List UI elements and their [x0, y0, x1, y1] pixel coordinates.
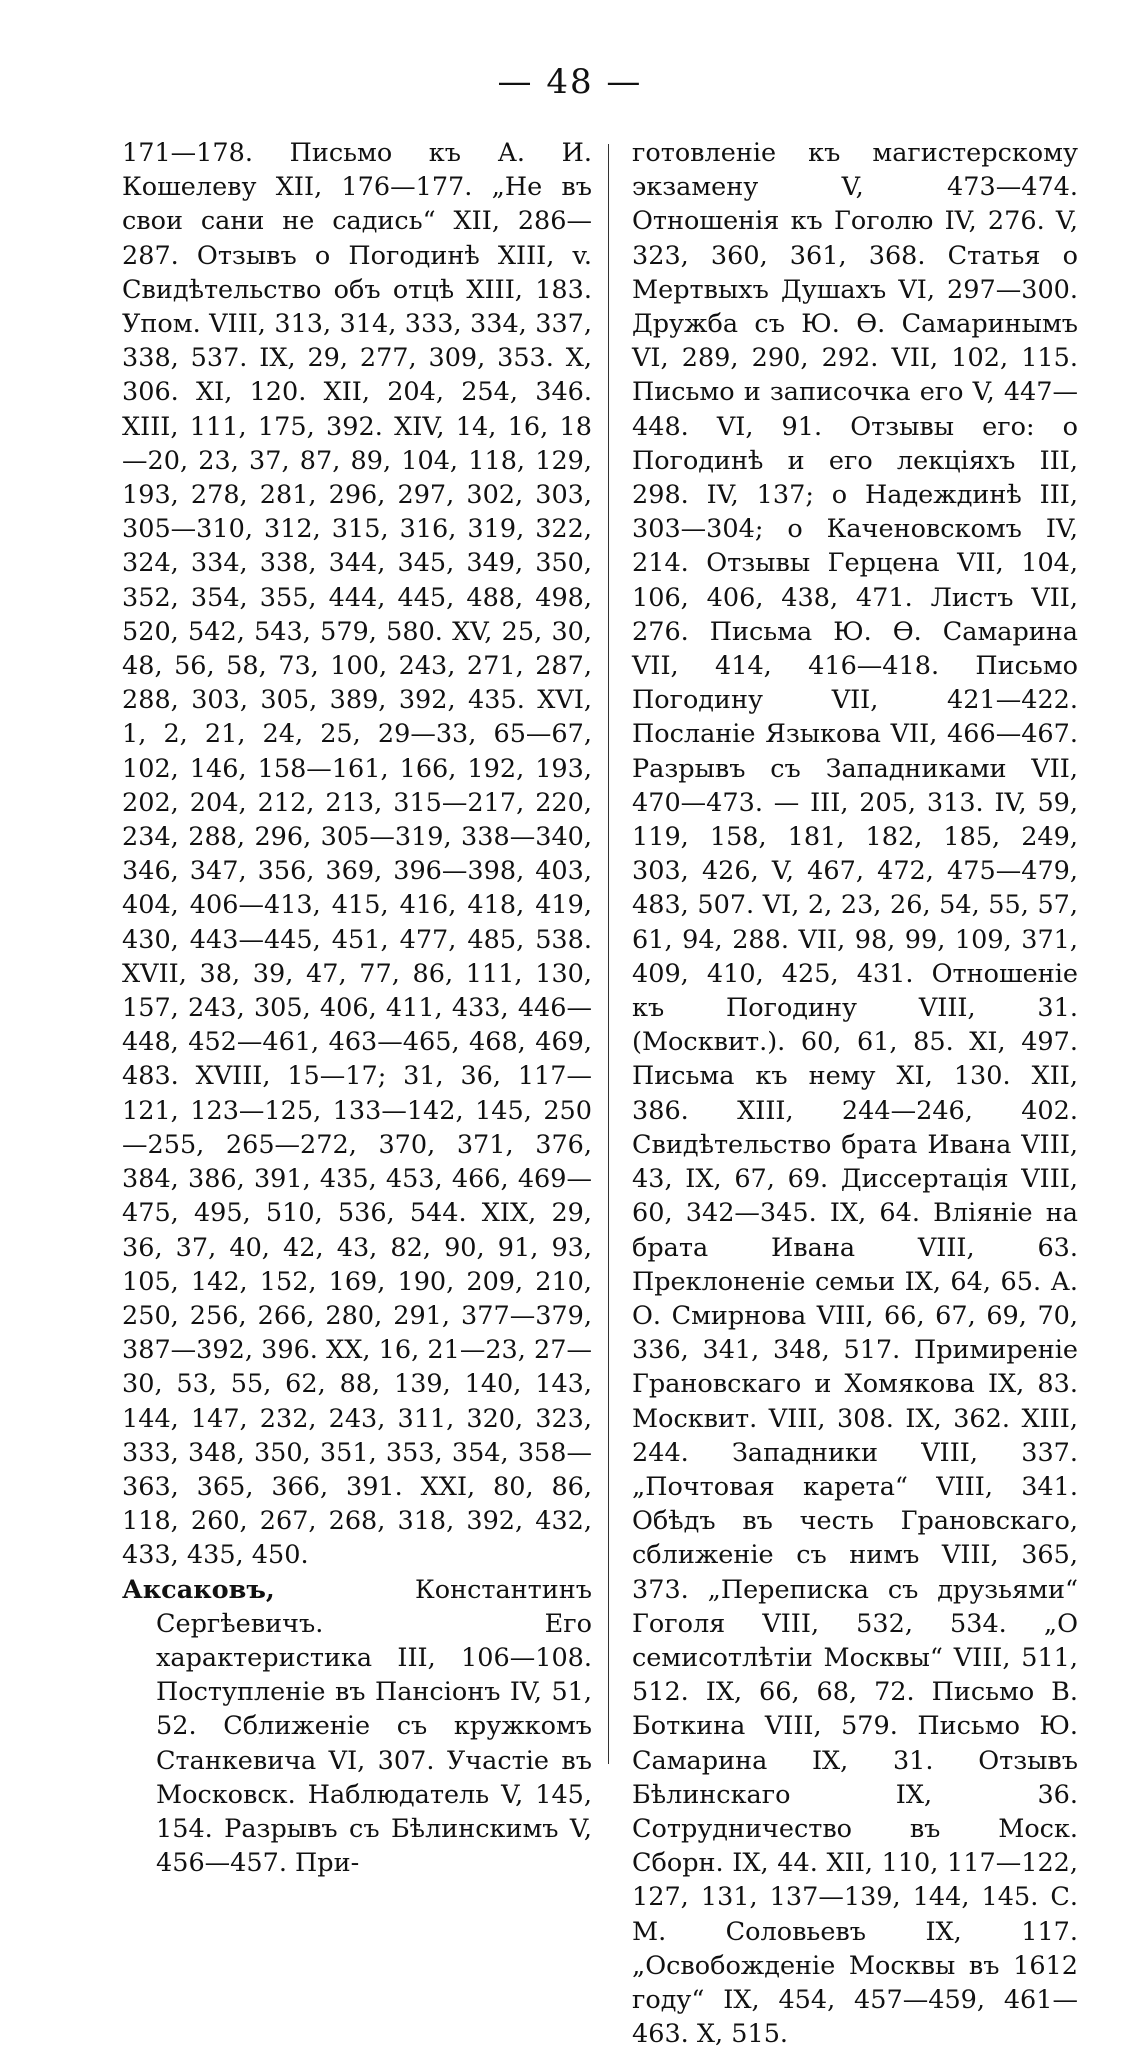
- entry-continuation: готовленіе къ магистерскому экзамену V, 473—474. Отношенія къ Гоголю IV, 276. V, 323, 360, 361, 368. Статья о Мертвыхъ Душахъ VI, 297—300. Дружба съ Ю. Ѳ. Самаринымъ VI, 289, 290, 292. VII, 102, 115. Письмо и записочка его V, 447—448. VI, 91. Отзывы его: о Погодинѣ и его лекціяхъ III, 298. IV, 137; о Надеждинѣ III, 303—304; о Каченовскомъ IV, 214. Отзывы Герцена VII, 104, 106, 406, 438, 471. Листъ VII, 276. Письма Ю. Ѳ. Самарина VII, 414, 416—418. Письмо Погодину VII, 421—422. Посланіе Языкова VII, 466—467. Разрывъ съ Западниками VII, 470—473. — III, 205, 313. IV, 59, 119, 158, 181, 182, 185, 249, 303, 426, V, 467, 472, 475—479, 483, 507. VI, 2, 23, 26, 54, 55, 57, 61, 94, 288. VII, 98, 99, 109, 371, 409, 410, 425, 431. Отношеніе къ Погодину VIII, 31. (Москвит.). 60, 61, 85. XI, 497. Письма къ нему XI, 130. XII, 386. XIII, 244—246, 402. Свидѣтельство брата Ивана VIII, 43, IX, 67, 69. Диссертація VIII, 60, 342—345. IX, 64. Вліяніе на брата Ивана VIII, 63. Преклоненіе семьи IX, 64, 65. А. О. Смирнова VIII, 66, 67, 69, 70, 336, 341, 348, 517. Примиреніе Грановскаго и Хомякова IX, 83. Москвит. VIII, 308. IX, 362. XIII, 244. Западники VIII, 337. „Почтовая карета“ VIII, 341. Обѣдъ въ честь Грановскаго, сближеніе съ нимъ VIII, 365, 373. „Переписка съ друзьями“ Гоголя VIII, 532, 534. „О семисотлѣтіи Москвы“ VIII, 511, 512. IX, 66, 68, 72. Письмо В. Боткина VIII, 579. Письмо Ю. Самарина IX, 31. Отзывъ Бѣлинскаго IX, 36. Сотрудничество въ Моск. Сборн. IX, 44. XII, 110, 117—122, 127, 131, 137—139, 144, 145. С. М. Соловьевъ IX, 117. „Освобожденіе Москвы въ 1612 году“ IX, 454, 457—459, 461—463. X, 515.: [632, 138, 1078, 2050]
- entry-headword: Аксаковъ,: [122, 1574, 275, 1605]
- index-entry: [122, 1573, 592, 1881]
- entry-text: Константинъ Сергѣевичъ. Его характеристика III, 106—108. Поступленіе въ Пансіонъ IV, 51, 52. Сближеніе съ кружкомъ Станкевича VI, 307. Участіе въ Московск. Наблюдатель V, 145, 154. Разрывъ съ Бѣлинскимъ V, 456—457. При-: [156, 1574, 592, 1879]
- left-column: [122, 136, 592, 1880]
- page-number: — 48 —: [497, 62, 643, 102]
- right-column: [632, 136, 1078, 2051]
- column-divider: [608, 144, 609, 1764]
- entry-continuation: 171—178. Письмо къ А. И. Кошелеву XII, 176—177. „Не въ свои сани не садись“ XII, 286—287. Отзывъ о Погодинѣ XIII, v. Свидѣтельство объ отцѣ XIII, 183. Упом. VIII, 313, 314, 333, 334, 337, 338, 537. IX, 29, 277, 309, 353. X, 306. XI, 120. XII, 204, 254, 346. XIII, 111, 175, 392. XIV, 14, 16, 18—20, 23, 37, 87, 89, 104, 118, 129, 193, 278, 281, 296, 297, 302, 303, 305—310, 312, 315, 316, 319, 322, 324, 334, 338, 344, 345, 349, 350, 352, 354, 355, 444, 445, 488, 498, 520, 542, 543, 579, 580. XV, 25, 30, 48, 56, 58, 73, 100, 243, 271, 287, 288, 303, 305, 389, 392, 435. XVI, 1, 2, 21, 24, 25, 29—33, 65—67, 102, 146, 158—161, 166, 192, 193, 202, 204, 212, 213, 315—217, 220, 234, 288, 296, 305—319, 338—340, 346, 347, 356, 369, 396—398, 403, 404, 406—413, 415, 416, 418, 419, 430, 443—445, 451, 477, 485, 538. XVII, 38, 39, 47, 77, 86, 111, 130, 157, 243, 305, 406, 411, 433, 446—448, 452—461, 463—465, 468, 469, 483. XVIII, 15—17; 31, 36, 117—121, 123—125, 133—142, 145, 250—255, 265—272, 370, 371, 376, 384, 386, 391, 435, 453, 466, 469—475, 495, 510, 536, 544. XIX, 29, 36, 37, 40, 42, 43, 82, 90, 91, 93, 105, 142, 152, 169, 190, 209, 210, 250, 256, 266, 280, 291, 377—379, 387—392, 396. XX, 16, 21—23, 27—30, 53, 55, 62, 88, 139, 140, 143, 144, 147, 232, 243, 311, 320, 323, 333, 348, 350, 351, 353, 354, 358—363, 365, 366, 391. XXI, 80, 86, 118, 260, 267, 268, 318, 392, 432, 433, 435, 450.: [122, 138, 592, 1571]
